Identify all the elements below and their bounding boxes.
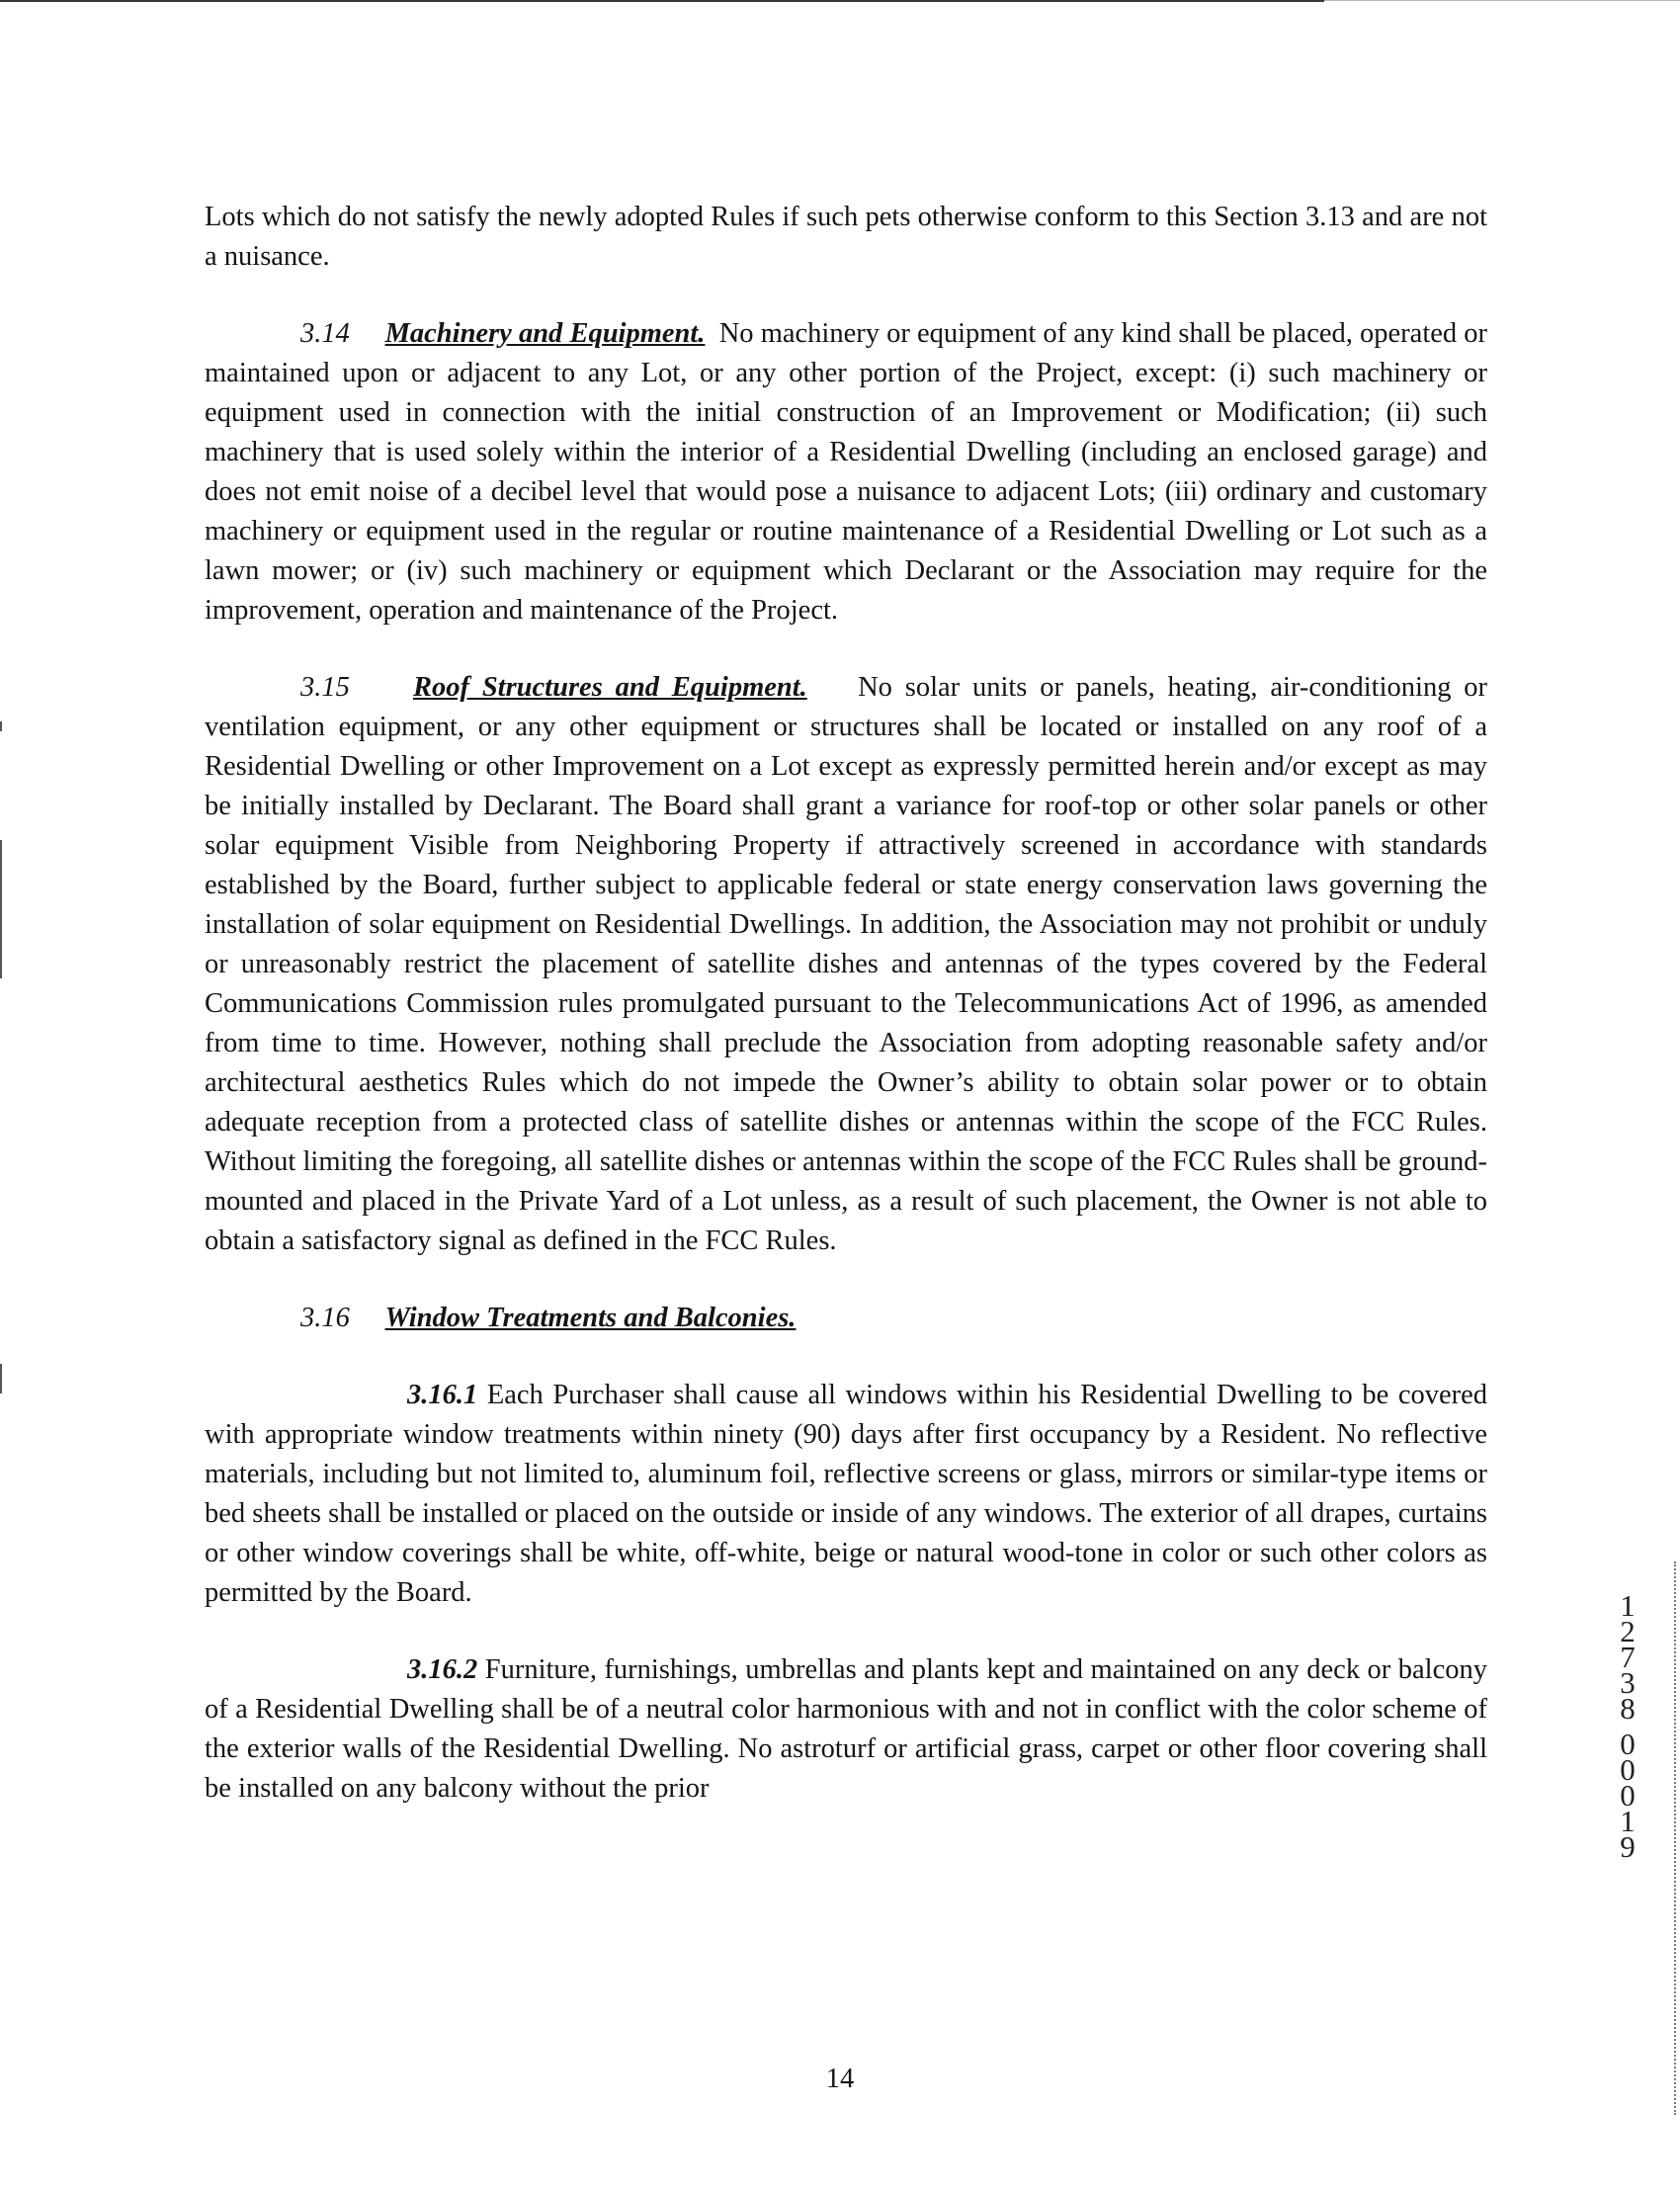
docket-number-top [1613, 1588, 1642, 1726]
section-body: No machinery or equipment of any kind shall be placed, operated or maintained upon or adjacent to any Lot, or any other portion of the Project, except: (i) such machinery or equipment used in connection with the initial construction of an Improvement or Modification; (ii) such machinery that is used solely within the interior of a Residential Dwelling (including an enclosed garage) and does not emit noise of a decibel level that would pose a nuisance to adjacent Lots; (iii) ordinary and customary machinery or equipment used in the regular or routine maintenance of a Residential Dwelling or Lot such as a lawn mower; or (iv) such machinery or equipment which Declarant or the Association may require for the improvement, operation and maintenance of the Project. [205, 318, 1488, 626]
subsection-number: 3.16.2 [407, 1654, 478, 1685]
docket-digit: 9 [1620, 1829, 1636, 1864]
section-title: Window Treatments and Balconies. [384, 1303, 797, 1333]
docket-digit: 0 [1620, 1778, 1636, 1813]
docket-digit: 0 [1620, 1727, 1636, 1761]
continuation-paragraph: Lots which do not satisfy the newly adopted Rules if such pets otherwise conform to this Section 3.13 and are not a nuisance. [205, 202, 1487, 272]
scan-edge-top-faint [1324, 0, 1680, 1]
docket-digit: 0 [1620, 1752, 1636, 1787]
section-3-14 [205, 314, 1487, 631]
scan-edge-mark [0, 840, 2, 978]
docket-digit: 8 [1620, 1691, 1636, 1726]
section-number: 3.15 [300, 672, 350, 703]
section-title: Roof Structures and Equipment. [413, 672, 807, 703]
document-page [205, 198, 1487, 1809]
section-number: 3.14 [300, 318, 350, 349]
docket-digit: 1 [1620, 1588, 1636, 1623]
subsection-3-16-2 [205, 1650, 1487, 1809]
page-number: 14 [825, 2064, 855, 2094]
section-3-16 [205, 1299, 1487, 1338]
docket-digit: 7 [1620, 1640, 1636, 1674]
subsection-body: Each Purchaser shall cause all windows within his Residential Dwelling to be covered with appropriate window treatments within ninety (90) days after first occupancy by a Resident. No reflective materials, including but not limited to, aluminum foil, reflective screens or glass, mirrors or similar-type items or bed sheets shall be installed or placed on the outside or inside of any windows. The exterior of all drapes, curtains or other window coverings shall be white, off-white, beige or natural wood-tone in color or such other colors as permitted by the Board. [205, 1380, 1488, 1608]
subsection-3-16-1 [205, 1376, 1487, 1613]
docket-digit: 2 [1620, 1614, 1636, 1648]
scan-edge-mark [0, 721, 2, 731]
section-number: 3.16 [300, 1303, 350, 1333]
section-title: Machinery and Equipment. [384, 318, 706, 349]
subsection-number: 3.16.1 [407, 1380, 478, 1410]
docket-digit: 1 [1620, 1804, 1636, 1838]
scan-edge-right [1674, 1561, 1677, 2115]
docket-number-bottom [1613, 1727, 1642, 1864]
docket-digit: 3 [1620, 1665, 1636, 1700]
section-3-15 [205, 668, 1487, 1261]
section-body: No solar units or panels, heating, air-conditioning or ventilation equipment, or any other equipment or structures shall be located or installed on any roof of a Residential Dwelling or other Improvement on a Lot except as expressly permitted herein and/or except as may be initially installed by Declarant. The Board shall grant a variance for roof-top or other solar panels or other solar equipment Visible from Neighboring Property if attractively screened in accordance with standards established by the Board, further subject to applicable federal or state energy conservation laws governing the installation of solar equipment on Residential Dwellings. In addition, the Association may not prohibit or unduly or unreasonably restrict the placement of satellite dishes and antennas of the types covered by the Federal Communications Commission rules promulgated pursuant to the Telecommunications Act of 1996, as amended from time to time. However, nothing shall preclude the Association from adopting reasonable safety and/or architectural aesthetics Rules which do not impede the Owner’s ability to obtain solar power or to obtain adequate reception from a protected class of satellite dishes or antennas within the scope of the FCC Rules. Without limiting the foregoing, all satellite dishes or antennas within the scope of the FCC Rules shall be ground-mounted and placed in the Private Yard of a Lot unless, as a result of such placement, the Owner is not able to obtain a satisfactory signal as defined in the FCC Rules. [205, 672, 1488, 1256]
scan-edge-top [0, 0, 1324, 2]
subsection-body: Furniture, furnishings, umbrellas and plants kept and maintained on any deck or balcony of a Residential Dwelling shall be of a neutral color harmonious with and not in conflict with the color scheme of the exterior walls of the Residential Dwelling. No astroturf or artificial grass, carpet or other floor covering shall be installed on any balcony without the prior [205, 1654, 1488, 1804]
scan-edge-mark [0, 1364, 2, 1393]
